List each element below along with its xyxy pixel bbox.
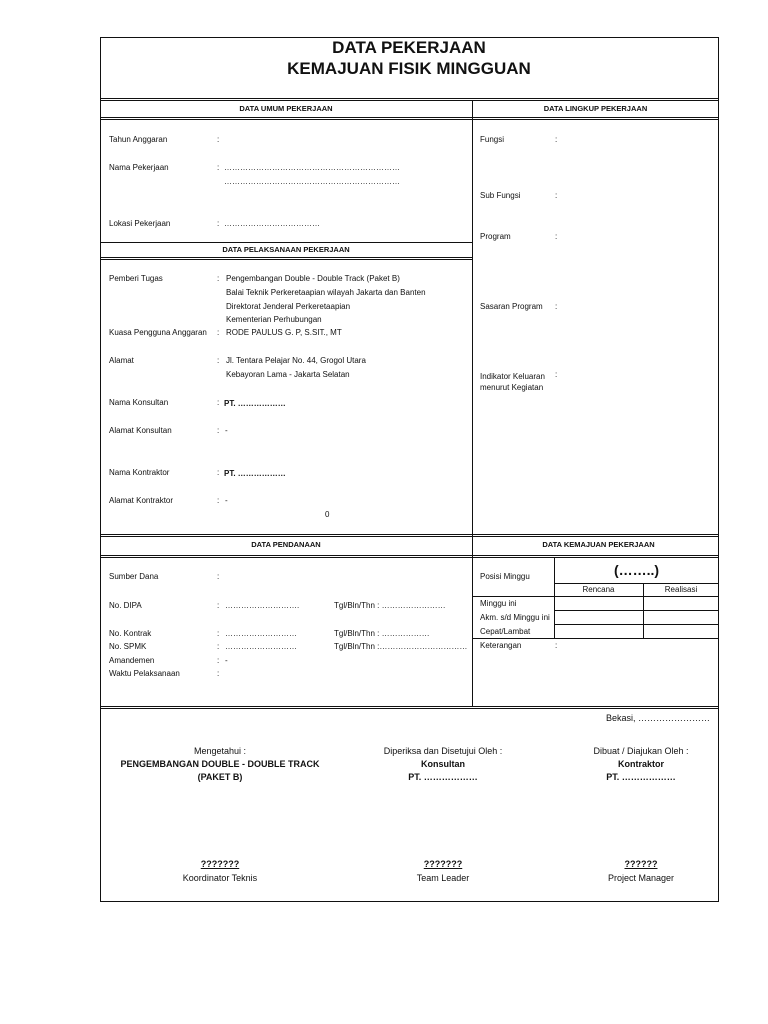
pemberi-tugas-value-2: Balai Teknik Perkeretaapian wilayah Jakarta dan Banten	[226, 288, 426, 297]
project-manager-role: Project Manager	[607, 873, 675, 883]
colon: :	[217, 572, 220, 581]
pemberi-tugas-label: Pemberi Tugas	[109, 274, 163, 283]
sumber-dana-label: Sumber Dana	[109, 572, 159, 581]
place-date: Bekasi, ……………………	[605, 713, 710, 723]
colon: :	[217, 656, 220, 665]
section-header-lingkup: DATA LINGKUP PEKERJAAN	[543, 104, 648, 113]
divider	[100, 708, 719, 709]
nama-pekerjaan-value-2: …………………………………………………………	[224, 177, 400, 186]
no-kontrak-date: Tgl/Bln/Thn : ………………	[334, 629, 430, 638]
alamat-kontraktor-label: Alamat Kontraktor	[109, 496, 174, 505]
rencana-header: Rencana	[582, 585, 615, 594]
posisi-minggu-label: Posisi Minggu	[480, 572, 530, 581]
section-header-pelaksanaan: DATA PELAKSANAAN PEKERJAAN	[222, 245, 350, 254]
team-leader-name: ???????	[423, 859, 463, 869]
nama-pekerjaan-value: …………………………………………………………	[224, 163, 400, 172]
divider	[100, 536, 719, 537]
koordinator-name: ???????	[200, 859, 240, 869]
table-line	[554, 610, 719, 611]
keterangan-label: Keterangan	[480, 641, 522, 650]
sasaran-program-label: Sasaran Program	[480, 302, 543, 311]
colon: :	[555, 232, 558, 241]
koordinator-role: Koordinator Teknis	[182, 873, 258, 883]
posisi-minggu-value: (……..)	[613, 562, 660, 578]
pemberi-tugas-value: Pengembangan Double - Double Track (Paket B)	[226, 274, 400, 283]
colon: :	[217, 468, 220, 477]
colon: :	[555, 135, 558, 144]
pemberi-tugas-value-4: Kementerian Perhubungan	[226, 315, 322, 324]
alamat-kontraktor-value: -	[225, 496, 228, 505]
nama-kontraktor-value: PT. ………………	[224, 469, 286, 478]
mengetahui-org: PENGEMBANGAN DOUBLE - DOUBLE TRACK	[120, 759, 320, 769]
colon: :	[217, 328, 220, 337]
project-manager-name: ??????	[624, 859, 658, 869]
section-header-kemajuan: DATA KEMAJUAN PEKERJAAN	[542, 540, 655, 549]
divider	[100, 119, 719, 120]
diperiksa-org: Konsultan	[421, 759, 465, 769]
mengetahui-label: Mengetahui :	[193, 746, 247, 756]
lokasi-pekerjaan-value: ………………………………	[224, 219, 320, 228]
mengetahui-org-2: (PAKET B)	[197, 772, 243, 782]
divider	[100, 100, 719, 101]
realisasi-header: Realisasi	[664, 585, 698, 594]
diperiksa-org-2: PT. ………………	[408, 772, 478, 782]
zero-value: 0	[325, 510, 330, 519]
colon: :	[217, 496, 220, 505]
dibuat-org-2: PT. ………………	[606, 772, 676, 782]
nama-pekerjaan-label: Nama Pekerjaan	[109, 163, 169, 172]
dibuat-org: Kontraktor	[617, 759, 664, 769]
nama-konsultan-label: Nama Konsultan	[109, 398, 169, 407]
tahun-anggaran-label: Tahun Anggaran	[109, 135, 168, 144]
no-spmk-date: Tgl/Bln/Thn :……………………………	[334, 642, 468, 651]
no-kontrak-label: No. Kontrak	[109, 629, 152, 638]
fungsi-label: Fungsi	[480, 135, 505, 144]
no-spmk-value: ………………………	[225, 642, 297, 651]
colon: :	[555, 641, 558, 650]
table-line	[554, 583, 719, 584]
table-line	[472, 596, 719, 597]
alamat-value: Jl. Tentara Pelajar No. 44, Grogol Utara	[226, 356, 366, 365]
colon: :	[217, 642, 220, 651]
no-kontrak-value: ………………………	[225, 629, 297, 638]
minggu-ini-label: Minggu ini	[480, 599, 517, 608]
colon: :	[555, 302, 558, 311]
colon: :	[555, 370, 558, 379]
dibuat-label: Dibuat / Diajukan Oleh :	[593, 746, 689, 756]
divider	[100, 257, 473, 258]
table-line	[554, 624, 719, 625]
divider	[100, 117, 719, 118]
page-title: DATA PEKERJAAN	[332, 38, 486, 57]
colon: :	[217, 356, 220, 365]
divider	[100, 706, 719, 707]
divider	[100, 259, 473, 260]
colon: :	[217, 426, 220, 435]
table-line	[472, 638, 719, 639]
divider	[100, 242, 473, 243]
column-divider	[472, 100, 473, 706]
page-subtitle: KEMAJUAN FISIK MINGGUAN	[287, 59, 531, 78]
cepat-lambat-label: Cepat/Lambat	[480, 627, 531, 636]
colon: :	[217, 669, 220, 678]
section-header-pendanaan: DATA PENDANAAN	[251, 540, 321, 549]
pemberi-tugas-value-3: Direktorat Jenderal Perkeretaapian	[226, 302, 351, 311]
diperiksa-label: Diperiksa dan Disetujui Oleh :	[383, 746, 503, 756]
kuasa-pengguna-label: Kuasa Pengguna Anggaran	[109, 328, 207, 337]
no-dipa-value: ……………………….	[225, 601, 300, 610]
alamat-label: Alamat	[109, 356, 134, 365]
indikator-label-2: menurut Kegiatan	[480, 383, 544, 392]
alamat-value-2: Kebayoran Lama - Jakarta Selatan	[226, 370, 350, 379]
akm-label: Akm. s/d Minggu ini	[480, 613, 550, 622]
divider	[100, 534, 719, 535]
nama-kontraktor-label: Nama Kontraktor	[109, 468, 170, 477]
no-dipa-label: No. DIPA	[109, 601, 142, 610]
nama-konsultan-value: PT. ………………	[224, 399, 286, 408]
colon: :	[217, 163, 220, 172]
alamat-konsultan-label: Alamat Konsultan	[109, 426, 172, 435]
lokasi-pekerjaan-label: Lokasi Pekerjaan	[109, 219, 171, 228]
indikator-label: Indikator Keluaran	[480, 372, 545, 381]
no-dipa-date: Tgl/Bln/Thn : ……………………	[334, 601, 446, 610]
colon: :	[217, 398, 220, 407]
amandemen-label: Amandemen	[109, 656, 155, 665]
no-spmk-label: No. SPMK	[109, 642, 147, 651]
colon: :	[555, 191, 558, 200]
divider	[100, 555, 719, 556]
amandemen-value: -	[225, 656, 228, 665]
alamat-konsultan-value: -	[225, 426, 228, 435]
colon: :	[217, 629, 220, 638]
kuasa-pengguna-value: RODE PAULUS G. P, S.SIT., MT	[226, 328, 342, 337]
divider	[100, 98, 719, 99]
waktu-pelaksanaan-label: Waktu Pelaksanaan	[109, 669, 180, 678]
colon: :	[217, 135, 220, 144]
colon: :	[217, 601, 220, 610]
divider	[100, 557, 719, 558]
team-leader-role: Team Leader	[416, 873, 470, 883]
sub-fungsi-label: Sub Fungsi	[480, 191, 521, 200]
section-header-umum: DATA UMUM PEKERJAAN	[239, 104, 333, 113]
colon: :	[217, 274, 220, 283]
program-label: Program	[480, 232, 511, 241]
colon: :	[217, 219, 220, 228]
